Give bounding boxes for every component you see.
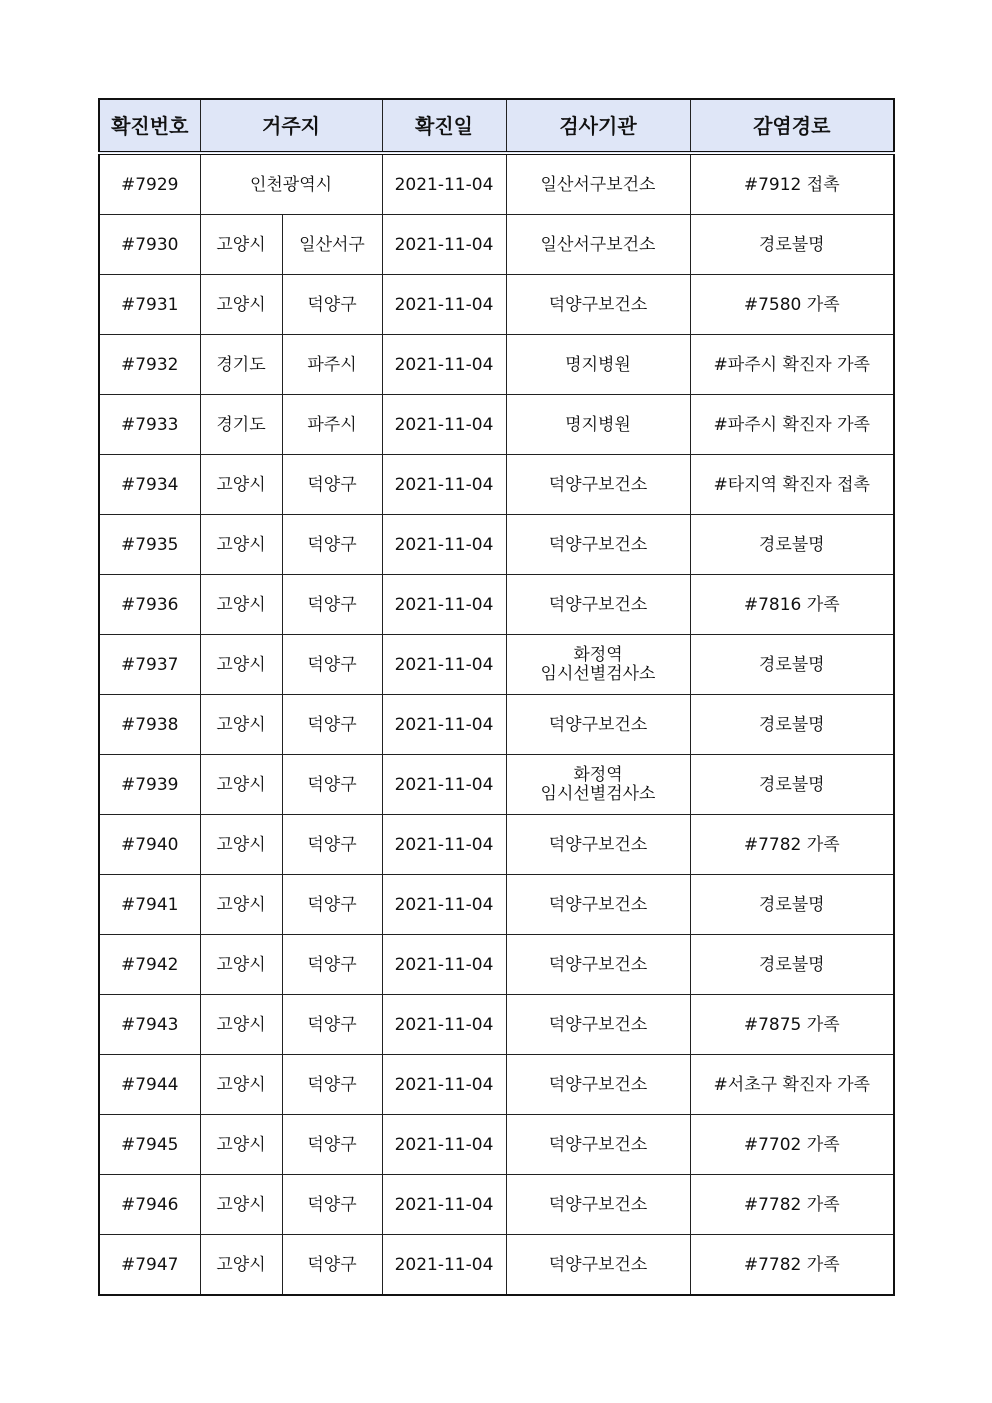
header-testing-agency: 검사기관 bbox=[506, 99, 690, 153]
table-row bbox=[99, 635, 894, 695]
case-number-cell: #7931 bbox=[99, 275, 200, 335]
confirmed-date-cell: 2021-11-04 bbox=[382, 395, 506, 455]
testing-agency-line: 덕양구보건소 bbox=[548, 1014, 648, 1035]
case-number-cell: #7930 bbox=[99, 215, 200, 275]
confirmed-date-cell: 2021-11-04 bbox=[382, 695, 506, 755]
testing-agency-cell bbox=[506, 275, 690, 335]
infection-route-cell: #7816 가족 bbox=[690, 575, 894, 635]
residence-district-cell: 덕양구 bbox=[282, 755, 382, 815]
case-number-cell: #7933 bbox=[99, 395, 200, 455]
residence-region-cell: 고양시 bbox=[200, 575, 282, 635]
table-row bbox=[99, 1175, 894, 1235]
testing-agency-line: 덕양구보건소 bbox=[548, 894, 648, 915]
table-row bbox=[99, 395, 894, 455]
infection-route-cell: 경로불명 bbox=[690, 695, 894, 755]
testing-agency-cell bbox=[506, 455, 690, 515]
testing-agency-cell bbox=[506, 1115, 690, 1175]
table-row bbox=[99, 815, 894, 875]
residence-district-cell: 덕양구 bbox=[282, 455, 382, 515]
residence-region-cell: 경기도 bbox=[200, 335, 282, 395]
confirmed-date-cell: 2021-11-04 bbox=[382, 335, 506, 395]
table-row bbox=[99, 875, 894, 935]
residence-district-cell: 파주시 bbox=[282, 395, 382, 455]
residence-district-cell: 덕양구 bbox=[282, 1115, 382, 1175]
testing-agency-line: 덕양구보건소 bbox=[548, 1134, 648, 1155]
residence-cell: 인천광역시 bbox=[200, 153, 382, 215]
table-row bbox=[99, 215, 894, 275]
confirmed-date-cell: 2021-11-04 bbox=[382, 455, 506, 515]
confirmed-date-cell: 2021-11-04 bbox=[382, 935, 506, 995]
residence-district-cell: 덕양구 bbox=[282, 575, 382, 635]
infection-route-cell: 경로불명 bbox=[690, 215, 894, 275]
residence-district-cell: 덕양구 bbox=[282, 695, 382, 755]
testing-agency-line: 덕양구보건소 bbox=[548, 294, 648, 315]
confirmed-date-cell: 2021-11-04 bbox=[382, 1175, 506, 1235]
confirmed-date-cell: 2021-11-04 bbox=[382, 1115, 506, 1175]
testing-agency-cell bbox=[506, 515, 690, 575]
case-number-cell: #7945 bbox=[99, 1115, 200, 1175]
header-case-number: 확진번호 bbox=[99, 99, 200, 153]
confirmed-cases-table bbox=[98, 98, 895, 1296]
header-infection-route: 감염경로 bbox=[690, 99, 894, 153]
header-confirmed-date: 확진일 bbox=[382, 99, 506, 153]
table-body bbox=[99, 153, 894, 1295]
case-number-cell: #7929 bbox=[99, 153, 200, 215]
residence-district-cell: 파주시 bbox=[282, 335, 382, 395]
table-row bbox=[99, 455, 894, 515]
case-number-cell: #7935 bbox=[99, 515, 200, 575]
residence-district-cell: 덕양구 bbox=[282, 995, 382, 1055]
case-number-cell: #7941 bbox=[99, 875, 200, 935]
table-row bbox=[99, 695, 894, 755]
confirmed-date-cell: 2021-11-04 bbox=[382, 995, 506, 1055]
testing-agency-line: 덕양구보건소 bbox=[548, 1194, 648, 1215]
confirmed-date-cell: 2021-11-04 bbox=[382, 1235, 506, 1296]
infection-route-cell: #파주시 확진자 가족 bbox=[690, 335, 894, 395]
confirmed-date-cell: 2021-11-04 bbox=[382, 815, 506, 875]
table-header bbox=[99, 99, 894, 153]
infection-route-cell: #파주시 확진자 가족 bbox=[690, 395, 894, 455]
infection-route-cell: #7782 가족 bbox=[690, 1235, 894, 1296]
testing-agency-cell bbox=[506, 695, 690, 755]
testing-agency-cell bbox=[506, 395, 690, 455]
infection-route-cell: 경로불명 bbox=[690, 875, 894, 935]
residence-district-cell: 일산서구 bbox=[282, 215, 382, 275]
table-row bbox=[99, 1235, 894, 1296]
testing-agency-line: 일산서구보건소 bbox=[540, 174, 656, 195]
confirmed-date-cell: 2021-11-04 bbox=[382, 215, 506, 275]
table-row bbox=[99, 575, 894, 635]
table-row bbox=[99, 515, 894, 575]
testing-agency-cell bbox=[506, 935, 690, 995]
testing-agency-cell bbox=[506, 635, 690, 695]
table-row bbox=[99, 275, 894, 335]
residence-region-cell: 고양시 bbox=[200, 1055, 282, 1115]
testing-agency-line: 덕양구보건소 bbox=[548, 1074, 648, 1095]
confirmed-date-cell: 2021-11-04 bbox=[382, 875, 506, 935]
residence-district-cell: 덕양구 bbox=[282, 815, 382, 875]
testing-agency-cell bbox=[506, 1055, 690, 1115]
header-row bbox=[99, 99, 894, 153]
table-row bbox=[99, 755, 894, 815]
testing-agency-cell bbox=[506, 1175, 690, 1235]
testing-agency-cell bbox=[506, 575, 690, 635]
case-number-cell: #7936 bbox=[99, 575, 200, 635]
residence-region-cell: 고양시 bbox=[200, 1175, 282, 1235]
testing-agency-line: 덕양구보건소 bbox=[548, 714, 648, 735]
residence-region-cell: 고양시 bbox=[200, 635, 282, 695]
residence-region-cell: 고양시 bbox=[200, 455, 282, 515]
header-residence: 거주지 bbox=[200, 99, 382, 153]
table-row bbox=[99, 1115, 894, 1175]
infection-route-cell: 경로불명 bbox=[690, 935, 894, 995]
table-row bbox=[99, 935, 894, 995]
infection-route-cell: #7912 접촉 bbox=[690, 153, 894, 215]
testing-agency-line: 임시선별검사소 bbox=[540, 663, 656, 684]
testing-agency-cell bbox=[506, 1235, 690, 1296]
confirmed-date-cell: 2021-11-04 bbox=[382, 153, 506, 215]
residence-district-cell: 덕양구 bbox=[282, 1175, 382, 1235]
infection-route-cell: #7702 가족 bbox=[690, 1115, 894, 1175]
case-number-cell: #7934 bbox=[99, 455, 200, 515]
testing-agency-cell bbox=[506, 755, 690, 815]
case-number-cell: #7937 bbox=[99, 635, 200, 695]
table-row bbox=[99, 153, 894, 215]
case-number-cell: #7942 bbox=[99, 935, 200, 995]
infection-route-cell: 경로불명 bbox=[690, 635, 894, 695]
case-number-cell: #7944 bbox=[99, 1055, 200, 1115]
infection-route-cell: #7782 가족 bbox=[690, 1175, 894, 1235]
testing-agency-line: 화정역 bbox=[573, 764, 623, 785]
testing-agency-cell bbox=[506, 215, 690, 275]
residence-region-cell: 고양시 bbox=[200, 935, 282, 995]
table-row bbox=[99, 995, 894, 1055]
residence-region-cell: 고양시 bbox=[200, 815, 282, 875]
testing-agency-cell bbox=[506, 875, 690, 935]
infection-route-cell: #서초구 확진자 가족 bbox=[690, 1055, 894, 1115]
case-number-cell: #7943 bbox=[99, 995, 200, 1055]
testing-agency-line: 덕양구보건소 bbox=[548, 954, 648, 975]
testing-agency-cell bbox=[506, 153, 690, 215]
testing-agency-line: 덕양구보건소 bbox=[548, 534, 648, 555]
residence-district-cell: 덕양구 bbox=[282, 935, 382, 995]
residence-region-cell: 고양시 bbox=[200, 515, 282, 575]
testing-agency-line: 덕양구보건소 bbox=[548, 474, 648, 495]
residence-district-cell: 덕양구 bbox=[282, 1235, 382, 1296]
residence-region-cell: 고양시 bbox=[200, 1235, 282, 1296]
testing-agency-line: 덕양구보건소 bbox=[548, 1254, 648, 1275]
testing-agency-cell bbox=[506, 335, 690, 395]
residence-region-cell: 고양시 bbox=[200, 755, 282, 815]
confirmed-date-cell: 2021-11-04 bbox=[382, 515, 506, 575]
residence-region-cell: 고양시 bbox=[200, 215, 282, 275]
case-number-cell: #7946 bbox=[99, 1175, 200, 1235]
infection-route-cell: #타지역 확진자 접촉 bbox=[690, 455, 894, 515]
testing-agency-line: 덕양구보건소 bbox=[548, 834, 648, 855]
infection-route-cell: #7875 가족 bbox=[690, 995, 894, 1055]
residence-district-cell: 덕양구 bbox=[282, 275, 382, 335]
infection-route-cell: #7782 가족 bbox=[690, 815, 894, 875]
testing-agency-cell bbox=[506, 815, 690, 875]
testing-agency-line: 화정역 bbox=[573, 644, 623, 665]
table-row bbox=[99, 1055, 894, 1115]
residence-district-cell: 덕양구 bbox=[282, 635, 382, 695]
testing-agency-line: 일산서구보건소 bbox=[540, 234, 656, 255]
infection-route-cell: 경로불명 bbox=[690, 755, 894, 815]
infection-route-cell: #7580 가족 bbox=[690, 275, 894, 335]
table-row bbox=[99, 335, 894, 395]
residence-region-cell: 고양시 bbox=[200, 695, 282, 755]
residence-region-cell: 고양시 bbox=[200, 1115, 282, 1175]
testing-agency-line: 명지병원 bbox=[565, 354, 631, 375]
case-number-cell: #7940 bbox=[99, 815, 200, 875]
residence-region-cell: 고양시 bbox=[200, 875, 282, 935]
confirmed-date-cell: 2021-11-04 bbox=[382, 275, 506, 335]
confirmed-date-cell: 2021-11-04 bbox=[382, 635, 506, 695]
residence-district-cell: 덕양구 bbox=[282, 875, 382, 935]
testing-agency-line: 임시선별검사소 bbox=[540, 783, 656, 804]
case-number-cell: #7947 bbox=[99, 1235, 200, 1296]
case-number-cell: #7939 bbox=[99, 755, 200, 815]
residence-region-cell: 고양시 bbox=[200, 995, 282, 1055]
testing-agency-line: 명지병원 bbox=[565, 414, 631, 435]
testing-agency-line: 덕양구보건소 bbox=[548, 594, 648, 615]
residence-district-cell: 덕양구 bbox=[282, 1055, 382, 1115]
confirmed-date-cell: 2021-11-04 bbox=[382, 575, 506, 635]
case-number-cell: #7938 bbox=[99, 695, 200, 755]
case-number-cell: #7932 bbox=[99, 335, 200, 395]
confirmed-date-cell: 2021-11-04 bbox=[382, 755, 506, 815]
infection-route-cell: 경로불명 bbox=[690, 515, 894, 575]
confirmed-date-cell: 2021-11-04 bbox=[382, 1055, 506, 1115]
residence-district-cell: 덕양구 bbox=[282, 515, 382, 575]
residence-region-cell: 경기도 bbox=[200, 395, 282, 455]
residence-region-cell: 고양시 bbox=[200, 275, 282, 335]
testing-agency-cell bbox=[506, 995, 690, 1055]
